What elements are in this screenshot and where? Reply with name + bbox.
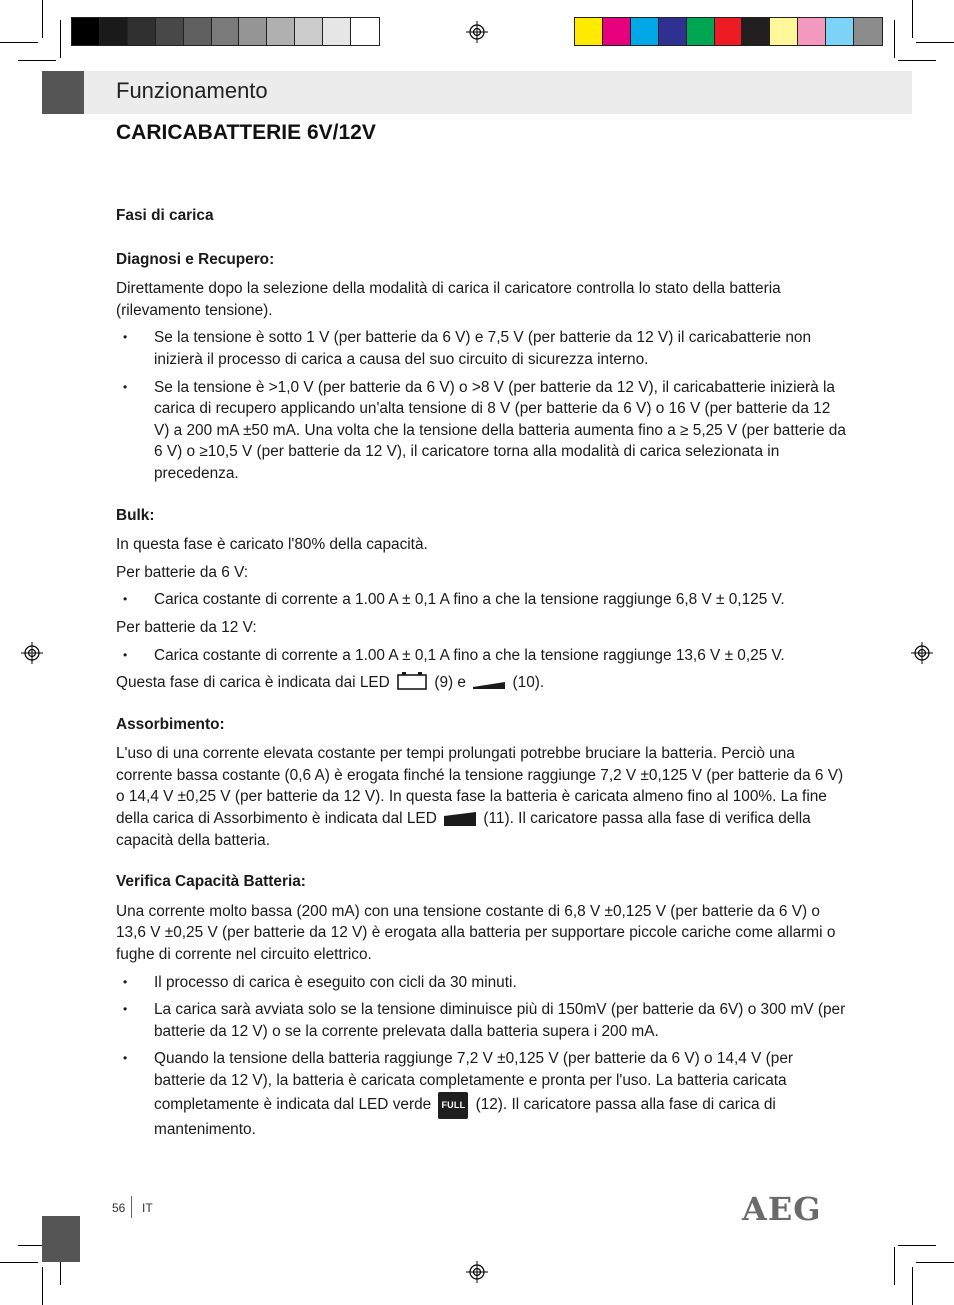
crop-mark xyxy=(912,1267,913,1305)
calibration-swatch xyxy=(128,18,156,45)
diagnosi-intro: Direttamente dopo la selezione della modalità di carica il caricatore controlla lo stato della batteria (rilevamento tensione). xyxy=(116,280,781,319)
charge-level-high-icon xyxy=(444,812,476,826)
crop-mark xyxy=(894,1247,895,1285)
registration-mark-icon xyxy=(466,21,488,43)
heading-diagnosi: Diagnosi e Recupero: xyxy=(116,250,275,268)
calibration-swatch xyxy=(156,18,184,45)
registration-mark-icon xyxy=(21,642,43,664)
header-tab-marker xyxy=(42,71,84,114)
verifica-bullet: • Il processo di carica è eseguito con cicli da 30 minuti. xyxy=(116,972,846,994)
heading-verifica: Verifica Capacità Batteria: xyxy=(116,873,306,891)
assorbimento-text-b: (11). Il caricatore passa alla fase di verifica della capacità della batteria. xyxy=(116,810,811,849)
calibration-swatch xyxy=(295,18,323,45)
bulk-led-text: (9) e xyxy=(434,674,466,692)
aeg-logo: AEG xyxy=(742,1190,822,1228)
bulk-label-12v: Per batterie da 12 V: xyxy=(116,618,257,636)
bulk-led-text: Questa fase di carica è indicata dai LED xyxy=(116,674,390,692)
calibration-swatch xyxy=(687,18,715,45)
crop-mark xyxy=(898,1245,936,1246)
footer-tab-marker xyxy=(42,1216,80,1262)
registration-mark-icon xyxy=(911,642,933,664)
calibration-swatch xyxy=(854,18,882,45)
calibration-swatch xyxy=(770,18,798,45)
section-name: Funzionamento xyxy=(116,78,268,103)
calibration-swatch xyxy=(72,18,100,45)
calibration-swatch xyxy=(323,18,351,45)
heading-fasi: Fasi di carica xyxy=(116,207,214,224)
color-calibration-bar xyxy=(574,17,883,46)
crop-mark xyxy=(898,60,936,61)
calibration-swatch xyxy=(267,18,295,45)
verifica-bullet: • La carica sarà avviata solo se la tensione diminuisce più di 150mV (per batterie da 6V) o 300 mV (per batterie da 12 V) o se la corrente prelevata dalla batteria supera i 200 mA. xyxy=(116,999,846,1042)
page-title: CARICABATTERIE 6V/12V xyxy=(116,121,376,144)
crop-mark xyxy=(60,20,61,58)
battery-icon xyxy=(397,672,427,690)
calibration-swatch xyxy=(742,18,770,45)
calibration-swatch xyxy=(575,18,603,45)
crop-mark xyxy=(916,1262,954,1263)
registration-mark-icon xyxy=(466,1261,488,1283)
page-number: 56 xyxy=(112,1201,126,1215)
calibration-swatch xyxy=(603,18,631,45)
footer-divider xyxy=(131,1196,132,1218)
bulk-bullet-6v: • Carica costante di corrente a 1.00 A ± 0,1 A fino a che la tensione raggiunge 6,8 V ± 0,125 V. xyxy=(116,589,846,611)
calibration-swatch xyxy=(659,18,687,45)
bulk-led-line xyxy=(116,672,846,694)
bulk-label-6v: Per batterie da 6 V: xyxy=(116,563,249,581)
crop-mark xyxy=(0,42,38,43)
verifica-intro: Una corrente molto bassa (200 mA) con una tensione costante di 6,8 V ±0,125 V (per batterie da 6 V) o 13,6 V ±0,25 V (per batterie da 12 V) è erogata alla batteria per supportare piccole cariche come allarmi o fughe di corrente nel circuito elettrico. xyxy=(116,902,836,964)
calibration-swatch xyxy=(184,18,212,45)
diagnosi-bullet: • Se la tensione è >1,0 V (per batterie da 6 V) o >8 V (per batterie da 12 V), il caricabatterie inizierà la carica di recupero applicando un'alta tensione di 8 V (per batterie da 6 V) o 16 V (per batterie da 12 V) a 200 mA ±50 mA. Una volta che la tensione della batteria aumenta fino a ≥ 5,25 V (per batterie da 6 V) o ≥10,5 V (per batterie da 12 V), il caricatore torna alla modalità di carica selezionata in precedenza. xyxy=(116,377,846,485)
calibration-swatch xyxy=(351,18,379,45)
crop-mark xyxy=(912,0,913,38)
heading-bulk: Bulk: xyxy=(116,506,155,524)
diagnosi-bullet: • Se la tensione è sotto 1 V (per batterie da 6 V) e 7,5 V (per batterie da 12 V) il caricabatterie non inizierà il processo di carica a causa del suo circuito di sicurezza interno. xyxy=(116,327,846,370)
assorbimento-text xyxy=(116,743,846,851)
calibration-swatch xyxy=(826,18,854,45)
verifica-bullet-text: (12). Il caricatore passa alla fase di carica di mantenimento. xyxy=(154,1095,776,1139)
bulk-bullet-12v: • Carica costante di corrente a 1.00 A ± 0,1 A fino a che la tensione raggiunge 13,6 V ± 0,25 V. xyxy=(116,645,846,667)
crop-mark xyxy=(894,20,895,58)
full-led-icon: FULL xyxy=(438,1092,468,1120)
charge-level-low-icon xyxy=(473,680,505,690)
crop-mark xyxy=(916,42,954,43)
crop-mark xyxy=(42,1267,43,1305)
calibration-swatch xyxy=(100,18,128,45)
crop-mark xyxy=(18,60,56,61)
assorbimento-text-a: L'uso di una corrente elevata costante per tempi prolungati potrebbe bruciare la batteria. Perciò una corrente bassa costante (0,6 A) è erogata finché la tensione raggiunge 7,2 V ±0,125 V (per batterie da 6 V) o 14,4 V ±0,25 V (per batterie da 12 V). In questa fase la batteria è caricata almeno fino al 100%. La fine della carica di Assorbimento è indicata dal LED xyxy=(116,745,844,828)
bulk-line: In questa fase è caricato l'80% della capacità. xyxy=(116,536,428,554)
crop-mark xyxy=(0,1262,38,1263)
verifica-bullet xyxy=(116,1048,846,1140)
calibration-swatch xyxy=(631,18,659,45)
calibration-swatch xyxy=(798,18,826,45)
main-content xyxy=(116,205,846,1147)
verifica-bullet-text: Quando la tensione della batteria raggiunge 7,2 V ±0,125 V (per batterie da 6 V) o 14,4 V (per batterie da 12 V), la batteria è caricata completamente e pronta per l'uso. La batteria caricata completamente è indicata dal LED verde xyxy=(154,1050,794,1113)
heading-assorbimento: Assorbimento: xyxy=(116,715,225,733)
bulk-led-text: (10). xyxy=(512,674,545,692)
crop-mark xyxy=(42,0,43,38)
calibration-swatch xyxy=(212,18,240,45)
calibration-swatch xyxy=(239,18,267,45)
language-code: IT xyxy=(142,1201,153,1215)
calibration-swatch xyxy=(715,18,743,45)
gray-calibration-bar xyxy=(71,17,380,46)
